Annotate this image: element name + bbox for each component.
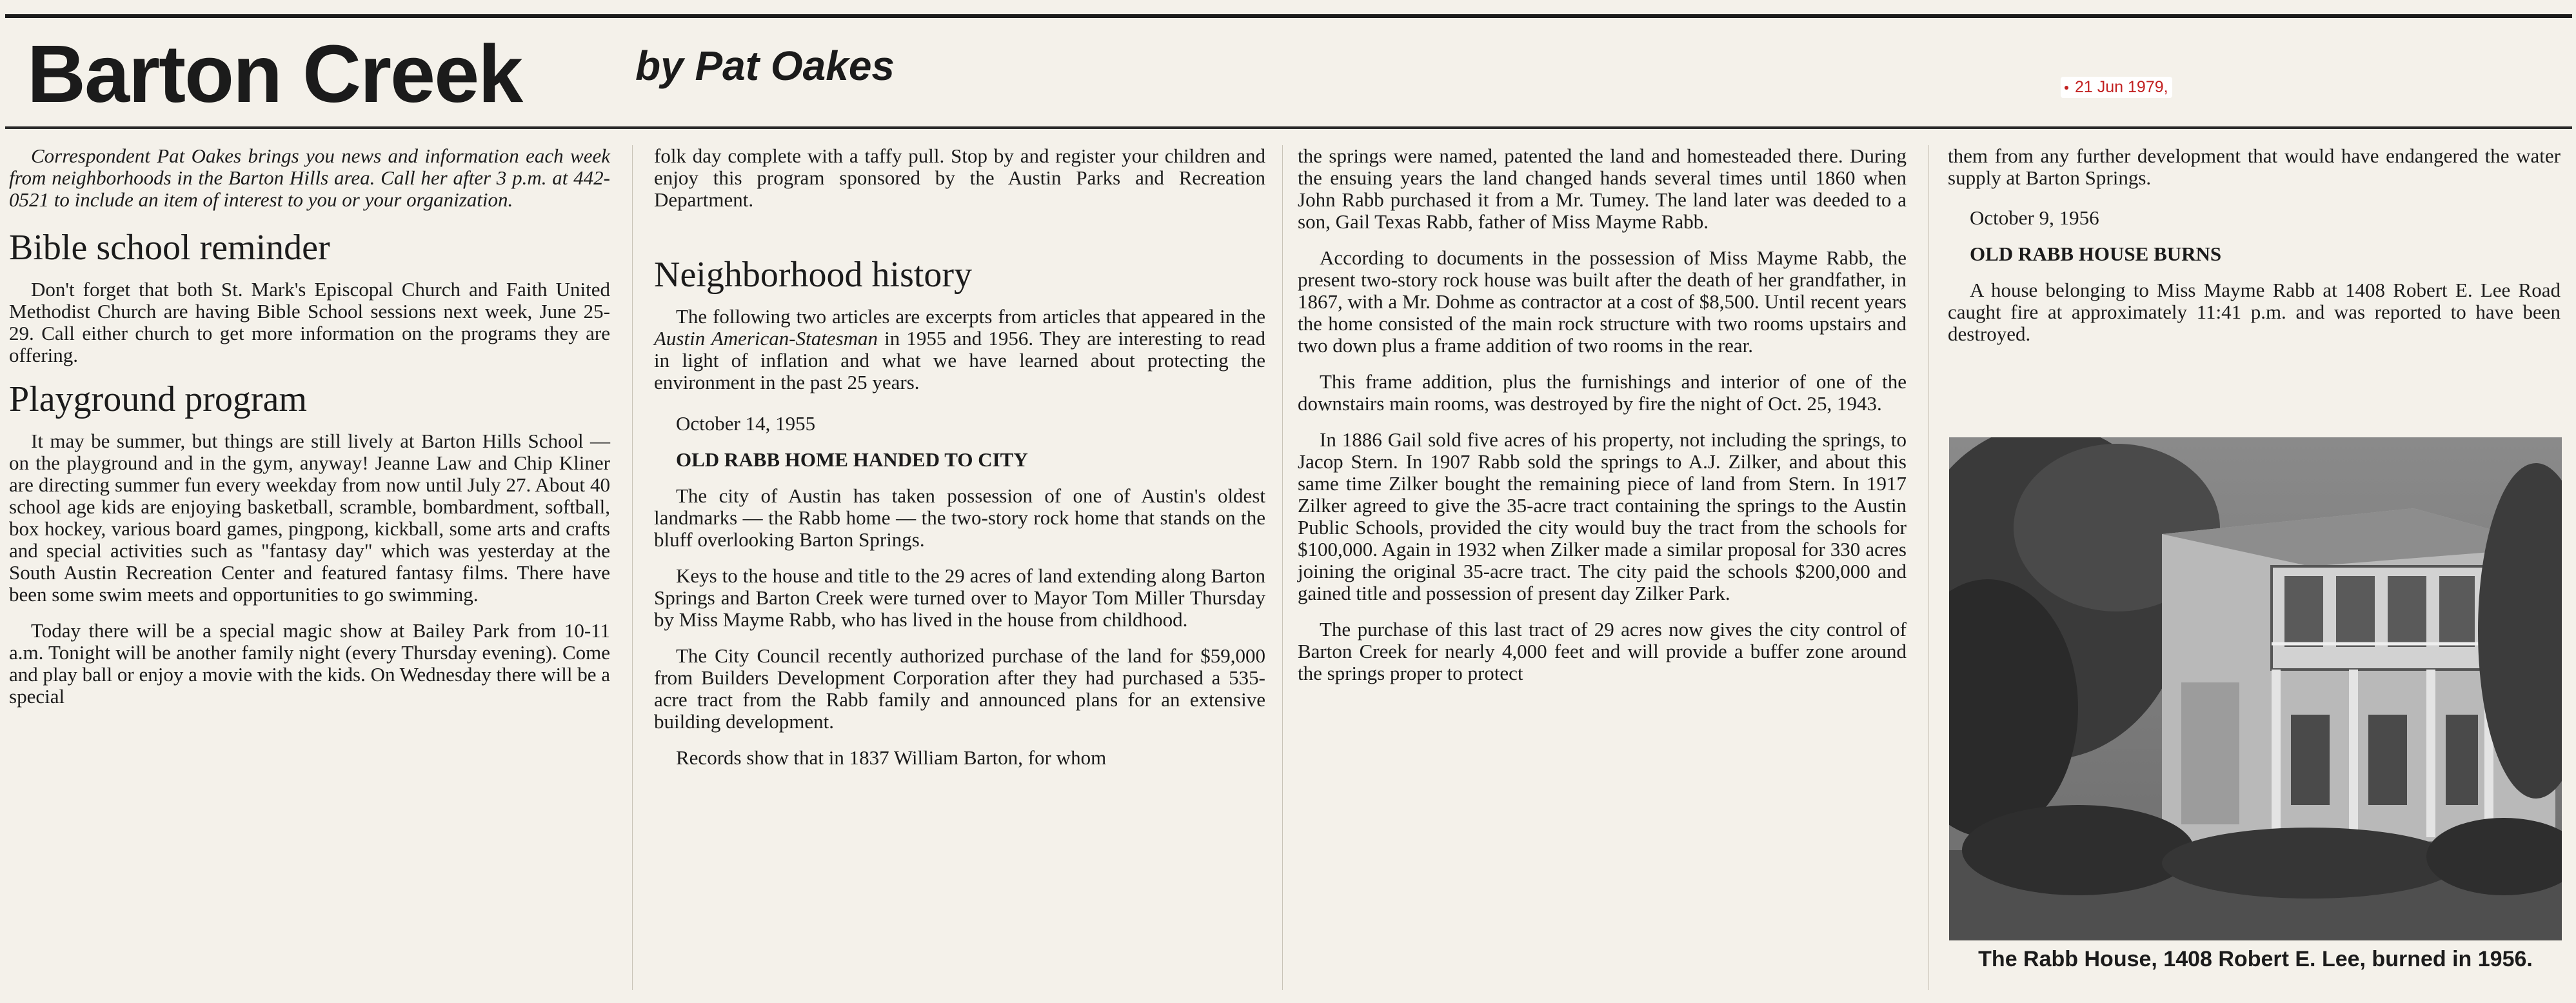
article-headline: OLD RABB HOME HANDED TO CITY — [676, 448, 1028, 471]
article-paragraph: According to documents in the possession of Miss Mayme Rabb, the present two-story rock house was built after the death of her grandfather, in 1867, with a Mr. Dohme as contractor at a cost of $8,500. Until recent years the home consisted of the main rock structure with two rooms upstairs and two down plus a frame addition of two rooms in the rear. — [1298, 246, 1907, 357]
date-stamp-text: 21 Jun 1979, — [2075, 78, 2168, 96]
article-paragraph: the springs were named, patented the land and homesteaded there. During the ensuing years the land changed hands several times until 1860 when John Rabb purchased it from a Mr. Tumey. The land later was deeded to a son, Gail Texas Rabb, father of Miss Mayme Rabb. — [1298, 144, 1907, 233]
article-paragraph: The city of Austin has taken possession of one of Austin's oldest landmarks — the Rabb home — the two-story rock home that stands on the bluff overlooking Barton Springs. — [654, 484, 1265, 551]
continued-paragraph: folk day complete with a taffy pull. Stop by and register your children and enjoy this program sponsored by the Austin Parks and Recreation Department. — [654, 144, 1265, 211]
article-paragraph: Records show that in 1837 William Barton, for whom — [676, 746, 1107, 769]
dot-icon — [2065, 86, 2068, 90]
column-title: Barton Creek — [27, 28, 522, 119]
column-divider — [632, 145, 633, 990]
history-intro-paragraph — [654, 306, 1265, 393]
byline: by Pat Oakes — [635, 43, 895, 89]
playground-heading: Playground program — [9, 379, 307, 419]
column-1 — [9, 145, 610, 722]
column-4 — [1948, 145, 2561, 359]
column-divider — [1928, 145, 1929, 990]
playground-paragraph: Today there will be a special magic show at Bailey Park from 10-11 a.m. Tonight will be another family night (every Thursday evening). Come and play ball or enjoy a movie with the kids. On Wednesday there will be a special — [9, 619, 610, 708]
article-paragraph: The City Council recently authorized purchase of the land for $59,000 from Builders Development Corporation after they had purchased a 535-acre tract from the Rabb family and announced plans for an extensive building development. — [654, 644, 1265, 733]
neighborhood-history-heading: Neighborhood history — [654, 255, 973, 295]
top-rule — [5, 14, 2572, 18]
article-headline: OLD RABB HOUSE BURNS — [1970, 243, 2222, 265]
bible-school-paragraph: Don't forget that both St. Mark's Episcopal Church and Faith United Methodist Church are having Bible School sessions next week, June 25-29. Call either church to get more information on the programs they are offering. — [9, 277, 610, 366]
intro-paragraph: Correspondent Pat Oakes brings you news and information each week from neighborhoods in the Barton Hills area. Call her after 3 p.m. at 442-0521 to include an item of interest to you or your organization. — [9, 144, 610, 211]
header-rule — [5, 126, 2572, 129]
rabb-house-photo — [1949, 437, 2562, 940]
column-2 — [654, 145, 1265, 783]
column-3 — [1298, 145, 1907, 699]
article-paragraph: This frame addition, plus the furnishings and interior of one of the downstairs main rooms, was destroyed by fire the night of Oct. 25, 1943. — [1298, 370, 1907, 415]
history-intro-text: in 1955 and 1956. They are interesting to read in light of inflation and what we have learned about protecting the environment in the past 25 years. — [654, 326, 1265, 393]
article-paragraph: A house belonging to Miss Mayme Rabb at 1408 Robert E. Lee Road caught fire at approximately 11:41 p.m. and was reported to have been destroyed. — [1948, 279, 2561, 345]
history-intro-text: The following two articles are excerpts from articles that appeared in the — [676, 304, 1265, 328]
playground-paragraph: It may be summer, but things are still lively at Barton Hills School — on the playground and in the gym, anyway! Jeanne Law and Chip Kliner are directing summer fun every weekday from now until July 27. About 40 school age kids are enjoying basketball, scramble, bombardment, softball, box hockey, various board games, pingpong, kickball, some arts and crafts and special activities such as "fantasy day" which was yesterday at the South Austin Recreation Center and featured fantasy films. There have been some swim meets and opportunities to go swimming. — [9, 429, 610, 606]
article-paragraph: Keys to the house and title to the 29 acres of land extending along Barton Springs and Barton Creek were turned over to Mayor Tom Miller Thursday by Miss Mayme Rabb, who has lived in the house from childhood. — [654, 564, 1265, 631]
column-divider — [1282, 145, 1283, 990]
date-stamp — [2061, 77, 2172, 98]
article-paragraph: In 1886 Gail sold five acres of his property, not including the springs, to Jacop Stern. In 1907 Rabb sold the springs to A.J. Zilker, and about this same time Zilker bought the remaining piece of land from Stern. In 1917 Zilker agreed to give the 35-acre tract containing the springs to the Austin Public Schools, provided the city would buy the tract from the schools for $100,000. Again in 1932 when Zilker made a similar proposal for 330 acres joining the original 35-acre tract. The city paid the schools $200,000 and gained title and possession of present day Zilker Park. — [1298, 428, 1907, 604]
newspaper-name: Austin American-Statesman — [654, 326, 878, 350]
continued-paragraph: them from any further development that would have endangered the water supply at Barton Springs. — [1948, 144, 2561, 189]
article-paragraph: The purchase of this last tract of 29 acres now gives the city control of Barton Creek for nearly 4,000 feet and will provide a buffer zone around the springs proper to protect — [1298, 618, 1907, 684]
article-date: October 9, 1956 — [1970, 206, 2099, 229]
photo-caption: The Rabb House, 1408 Robert E. Lee, burned in 1956. — [1978, 947, 2533, 971]
bible-school-heading: Bible school reminder — [9, 228, 330, 268]
article-date: October 14, 1955 — [676, 412, 816, 435]
